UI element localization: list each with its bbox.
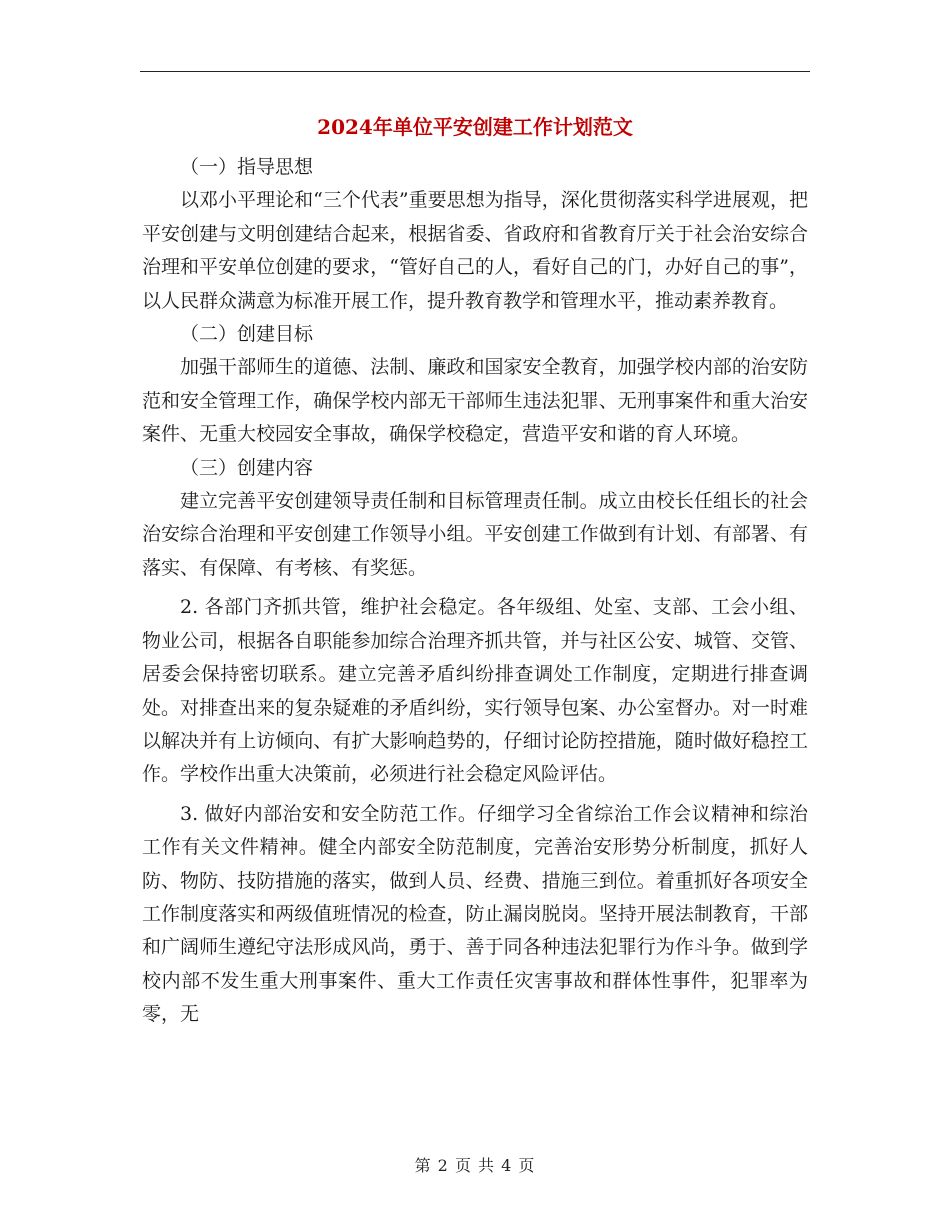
body-paragraph: 以邓小平理论和“三个代表”重要思想为指导，深化贯彻落实科学进展观，把平安创建与文明创建结合起来，根据省委、省政府和省教育厅关于社会治安综合治理和平安单位创建的要求，“管好自己的人，看好自己的门，办好自己的事”，以人民群众满意为标准开展工作，提升教育教学和管理水平，推动素养教育。 [142, 189, 808, 312]
body-paragraph: 加强干部师生的道德、法制、廉政和国家安全教育，加强学校内部的治安防范和安全管理工作，确保学校内部无干部师生违法犯罪、无刑事案件和重大治安案件、无重大校园安全事故，确保学校稳定，营造平安和谐的育人环境。 [142, 356, 808, 446]
section-heading-guiding-ideology: （一）指导思想 [180, 156, 314, 178]
body-paragraph: 建立完善平安创建领导责任制和目标管理责任制。成立由校长任组长的社会治安综合治理和平安创建工作领导小组。平安创建工作做到有计划、有部署、有落实、有保障、有考核、有奖惩。 [142, 490, 808, 579]
page-number-footer: 第 2 页 共 4 页 [414, 1156, 536, 1175]
header-rule [140, 71, 810, 72]
section-heading-content: （三）创建内容 [180, 456, 314, 479]
section-heading-goals: （二）创建目标 [180, 323, 314, 346]
document-title: 2024年单位平安创建工作计划范文 [317, 115, 633, 139]
body-paragraph: 2. 各部门齐抓共管，维护社会稳定。各年级组、处室、支部、工会小组、物业公司，根据各自职能参加综合治理齐抓共管，并与社区公安、城管、交管、居委会保持密切联系。建立完善矛盾纠纷排查调处工作制度，定期进行排查调处。对排查出来的复杂疑难的矛盾纠纷，实行领导包案、办公室督办。对一时难以解决并有上访倾向、有扩大影响趋势的，仔细讨论防控措施，随时做好稳控工作。学校作出重大决策前，必须进行社会稳定风险评估。 [142, 596, 808, 786]
body-paragraph: 3. 做好内部治安和安全防范工作。仔细学习全省综治工作会议精神和综治工作有关文件精神。健全内部安全防范制度，完善治安形势分析制度，抓好人防、物防、技防措施的落实，做到人员、经费、措施三到位。着重抓好各项安全工作制度落实和两级值班情况的检查，防止漏岗脱岗。坚持开展法制教育，干部和广阔师生遵纪守法形成风尚，勇于、善于同各种违法犯罪行为作斗争。做到学校内部不发生重大刑事案件、重大工作责任灾害事故和群体性事件，犯罪率为零，无 [142, 802, 808, 1026]
document-body [142, 151, 808, 1032]
